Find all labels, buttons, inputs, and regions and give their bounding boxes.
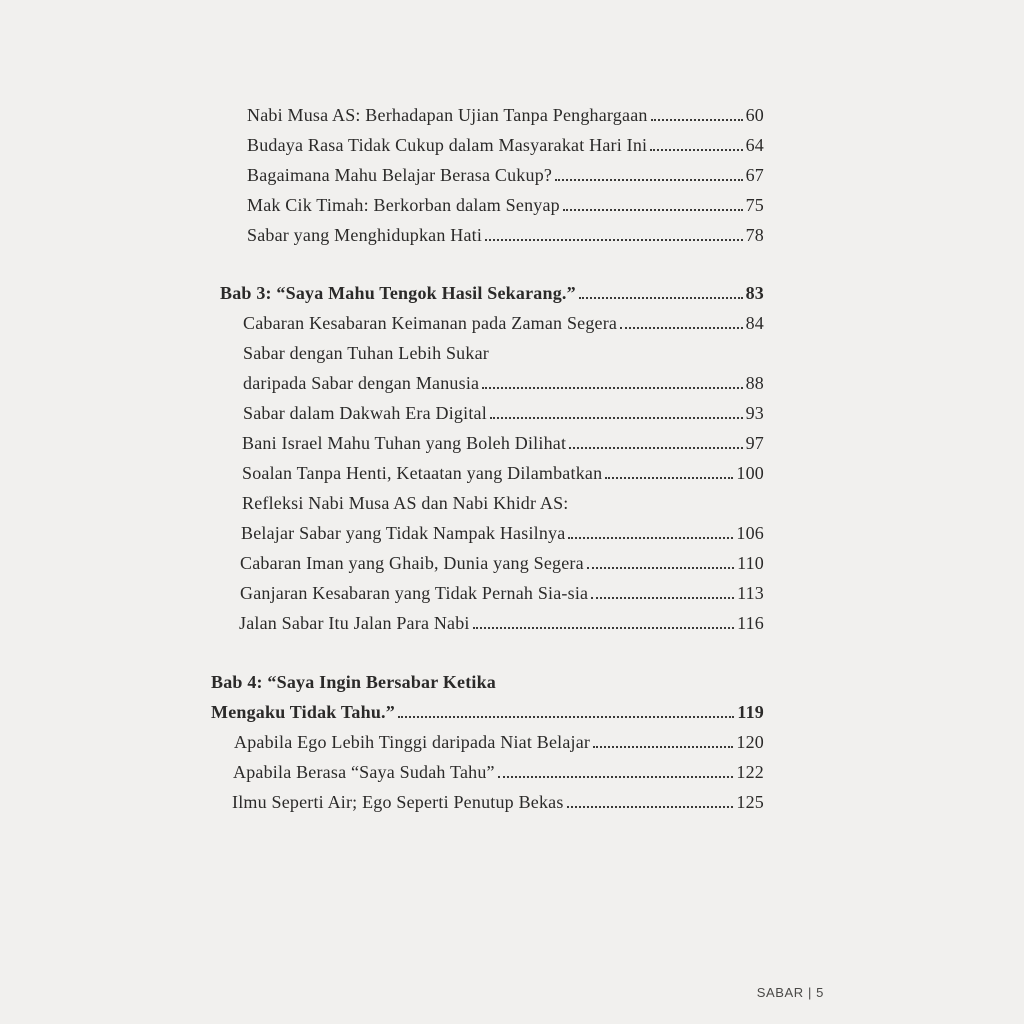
toc-entry[interactable] — [240, 574, 764, 604]
toc-entry-title: Bani Israel Mahu Tuhan yang Boleh Dilihat — [242, 433, 567, 453]
toc-entry-title: Nabi Musa AS: Berhadapan Ujian Tanpa Penghargaan — [247, 105, 648, 125]
toc-entry-title: Jalan Sabar Itu Jalan Para Nabi — [239, 613, 470, 633]
toc-entry[interactable] — [243, 304, 764, 334]
dot-leader — [650, 149, 742, 151]
toc-entry-page: 88 — [745, 373, 764, 393]
toc-entry-page: 93 — [745, 403, 764, 423]
dot-leader — [482, 387, 742, 389]
dot-leader — [591, 597, 734, 599]
toc-entry[interactable] — [247, 126, 764, 156]
toc-entry-title: Apabila Berasa “Saya Sudah Tahu” — [233, 762, 495, 782]
chapter-heading-bab-4-continued[interactable] — [211, 693, 764, 723]
dot-leader — [498, 776, 734, 778]
dot-leader — [579, 297, 743, 299]
toc-entry-title: Belajar Sabar yang Tidak Nampak Hasilnya — [241, 523, 566, 543]
toc-entry[interactable] — [241, 514, 764, 544]
dot-leader — [567, 806, 734, 808]
toc-entry-page: 122 — [736, 762, 764, 782]
toc-entry[interactable] — [240, 544, 764, 574]
toc-entry-page: 84 — [745, 313, 764, 333]
chapter-heading-page: 119 — [737, 702, 764, 722]
toc-entry[interactable] — [233, 753, 764, 783]
toc-entry-title: Bagaimana Mahu Belajar Berasa Cukup? — [247, 165, 553, 185]
chapter-heading-title: Bab 4: “Saya Ingin Bersabar Ketika — [211, 672, 497, 692]
toc-entry-page: 120 — [736, 732, 764, 752]
dot-leader — [563, 209, 743, 211]
toc-entry-first-line[interactable] — [242, 484, 568, 514]
toc-entry-title: Sabar dengan Tuhan Lebih Sukar — [243, 343, 489, 363]
toc-entry[interactable] — [234, 723, 764, 753]
toc-entry-page: 100 — [736, 463, 764, 483]
dot-leader — [473, 627, 734, 629]
toc-entry[interactable] — [247, 156, 764, 186]
toc-entry[interactable] — [242, 424, 764, 454]
toc-entry-first-line[interactable] — [243, 334, 489, 364]
toc-entry-page: 125 — [736, 792, 764, 812]
dot-leader — [555, 179, 742, 181]
toc-entry[interactable] — [242, 454, 764, 484]
toc-entry-title: Cabaran Iman yang Ghaib, Dunia yang Segera — [240, 553, 584, 573]
dot-leader — [651, 119, 743, 121]
dot-leader — [490, 417, 743, 419]
toc-entry[interactable] — [243, 394, 764, 424]
toc-entry-page: 113 — [737, 583, 764, 603]
chapter-heading-title: Bab 3: “Saya Mahu Tengok Hasil Sekarang.” — [220, 283, 576, 303]
toc-entry[interactable] — [247, 186, 764, 216]
toc-entry[interactable] — [239, 604, 764, 634]
chapter-heading-bab-4[interactable] — [211, 663, 496, 693]
toc-entry-title: Budaya Rasa Tidak Cukup dalam Masyarakat Hari Ini — [247, 135, 648, 155]
chapter-heading-page: 83 — [745, 283, 764, 303]
toc-entry-page: 110 — [737, 553, 764, 573]
toc-entry-page: 64 — [745, 135, 764, 155]
toc-entry-page: 97 — [745, 433, 764, 453]
toc-entry-title: Apabila Ego Lebih Tinggi daripada Niat Belajar — [234, 732, 591, 752]
toc-entry-page: 75 — [745, 195, 764, 215]
toc-entry[interactable] — [247, 96, 764, 126]
dot-leader — [593, 746, 733, 748]
toc-entry-page: 67 — [745, 165, 764, 185]
chapter-heading-title: Mengaku Tidak Tahu.” — [211, 702, 395, 722]
dot-leader — [587, 567, 734, 569]
toc-entry-title: Ilmu Seperti Air; Ego Seperti Penutup Bekas — [232, 792, 564, 812]
dot-leader — [620, 327, 742, 329]
toc-entry-page: 116 — [737, 613, 764, 633]
toc-entry-title: daripada Sabar dengan Manusia — [243, 373, 480, 393]
running-footer: SABAR | 5 — [756, 985, 824, 1000]
toc-entry-title: Sabar yang Menghidupkan Hati — [247, 225, 483, 245]
toc-entry-page: 106 — [736, 523, 764, 543]
toc-entry[interactable] — [247, 216, 764, 246]
dot-leader — [485, 239, 743, 241]
toc-entry-title: Soalan Tanpa Henti, Ketaatan yang Dilambatkan — [242, 463, 603, 483]
dot-leader — [569, 447, 742, 449]
toc-entry-title: Cabaran Kesabaran Keimanan pada Zaman Segera — [243, 313, 618, 333]
toc-entry[interactable] — [232, 783, 764, 813]
toc-entry-page: 78 — [745, 225, 764, 245]
toc-entry-title: Mak Cik Timah: Berkorban dalam Senyap — [247, 195, 560, 215]
toc-entry-title: Sabar dalam Dakwah Era Digital — [243, 403, 487, 423]
toc-entry-title: Refleksi Nabi Musa AS dan Nabi Khidr AS: — [242, 493, 569, 513]
toc-entry[interactable] — [243, 364, 764, 394]
toc-entry-page: 60 — [745, 105, 764, 125]
toc-entry-title: Ganjaran Kesabaran yang Tidak Pernah Sia-sia — [240, 583, 589, 603]
chapter-heading-bab-3[interactable] — [220, 274, 764, 304]
dot-leader — [398, 716, 734, 718]
dot-leader — [605, 477, 733, 479]
dot-leader — [568, 537, 733, 539]
